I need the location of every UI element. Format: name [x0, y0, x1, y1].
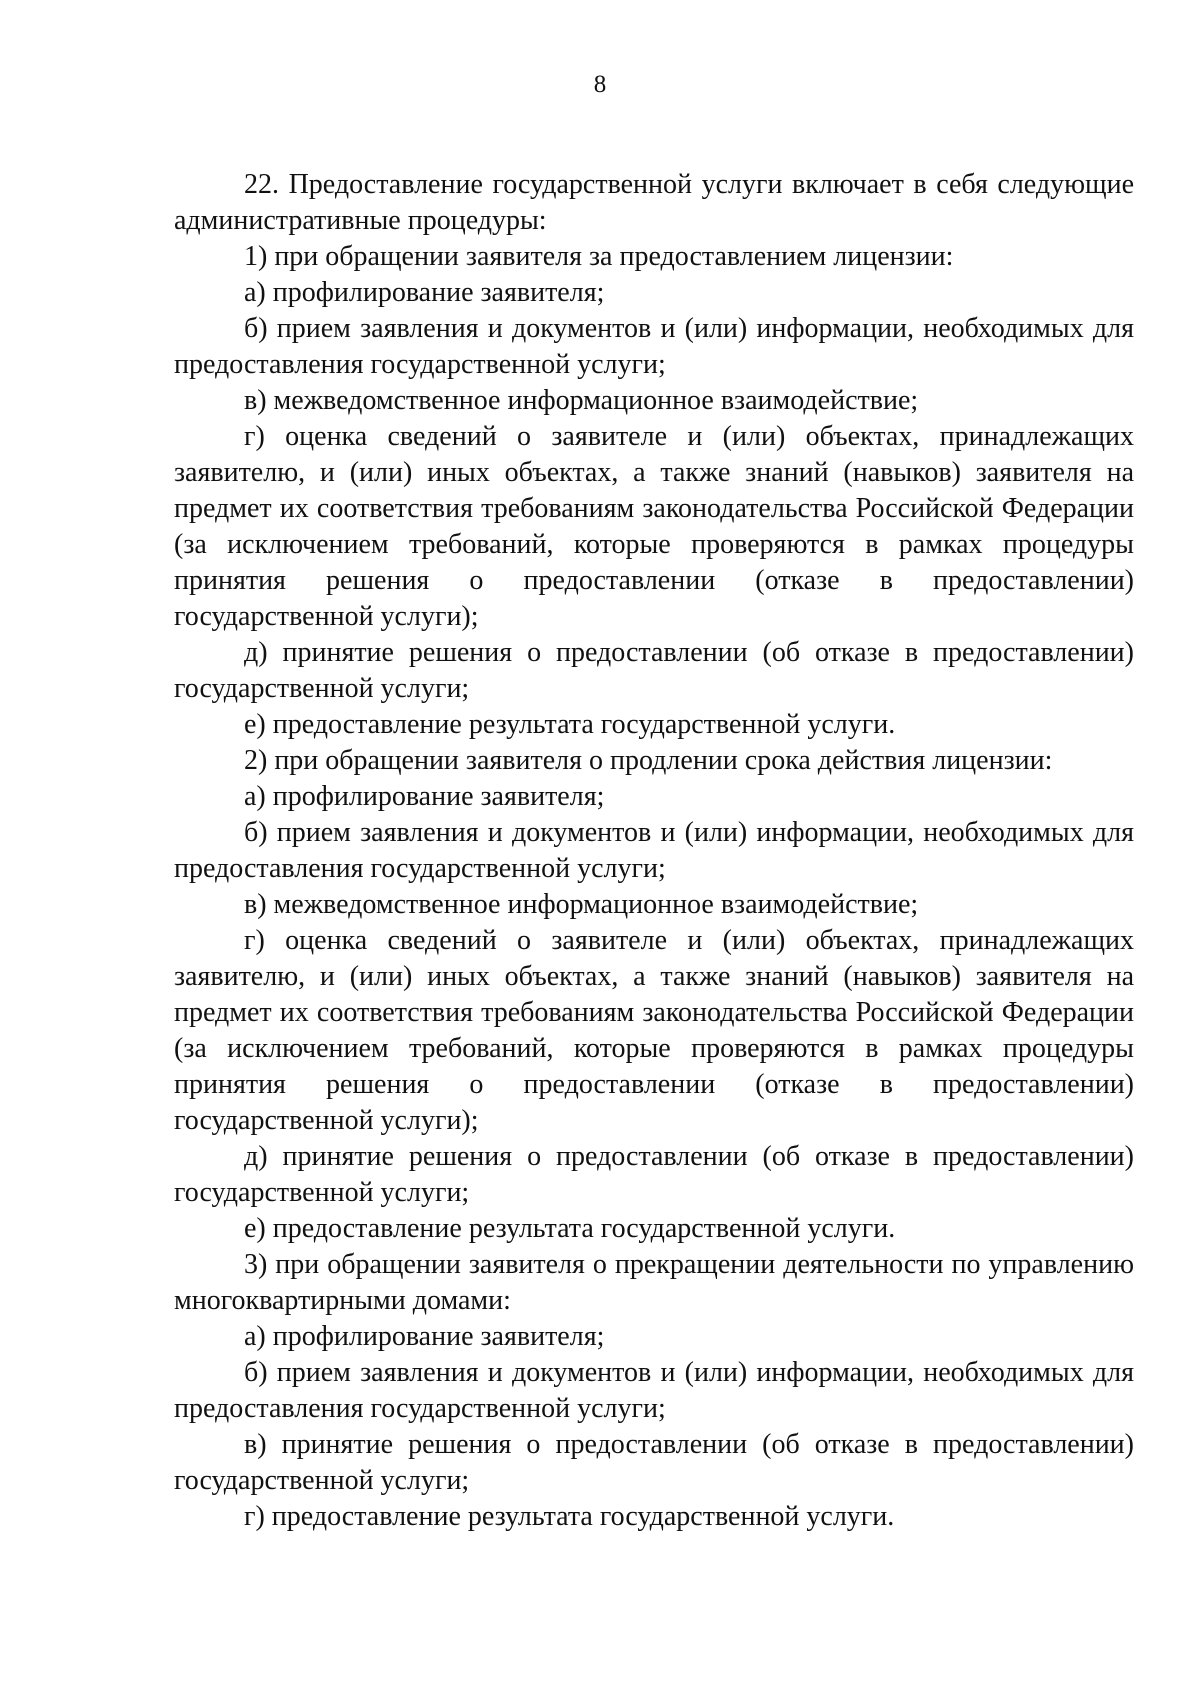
paragraph: е) предоставление результата государственной услуги. — [244, 1213, 896, 1244]
paragraph: 2) при обращении заявителя о продлении срока действия лицензии: — [244, 745, 1053, 776]
paragraph: в) принятие решения о предоставлении (об отказе в предоставлении) государственной услуги; — [174, 1429, 1134, 1496]
paragraph: 22. Предоставление государственной услуги включает в себя следующие административные процедуры: — [174, 169, 1134, 236]
paragraph: б) прием заявления и документов и (или) информации, необходимых для предоставления государственной услуги; — [174, 817, 1134, 884]
paragraph: в) межведомственное информационное взаимодействие; — [244, 385, 919, 416]
paragraph: 1) при обращении заявителя за предоставлением лицензии: — [244, 241, 954, 272]
paragraph: а) профилирование заявителя; — [244, 1321, 605, 1352]
paragraph: д) принятие решения о предоставлении (об отказе в предоставлении) государственной услуги; — [174, 1141, 1134, 1208]
paragraph: г) предоставление результата государственной услуги. — [244, 1501, 895, 1532]
paragraph: д) принятие решения о предоставлении (об отказе в предоставлении) государственной услуги; — [174, 637, 1134, 704]
paragraph: б) прием заявления и документов и (или) информации, необходимых для предоставления государственной услуги; — [174, 1357, 1134, 1424]
paragraph: б) прием заявления и документов и (или) информации, необходимых для предоставления государственной услуги; — [174, 313, 1134, 380]
paragraph: 3) при обращении заявителя о прекращении деятельности по управлению многоквартирными домами: — [174, 1249, 1134, 1316]
document-body — [174, 167, 1134, 1535]
paragraph: в) межведомственное информационное взаимодействие; — [244, 889, 919, 920]
page-number: 8 — [593, 71, 607, 98]
paragraph: а) профилирование заявителя; — [244, 277, 605, 308]
paragraph: а) профилирование заявителя; — [244, 781, 605, 812]
paragraph: г) оценка сведений о заявителе и (или) объектах, принадлежащих заявителю, и (или) иных объектах, а также знаний (навыков) заявителя на предмет их соответствия требованиям законодательства Российской Федерации (за исключением требований, которые проверяются в рамках процедуры принятия решения о предоставлении (отказе в предоставлении) государственной услуги); — [174, 421, 1134, 632]
paragraph: г) оценка сведений о заявителе и (или) объектах, принадлежащих заявителю, и (или) иных объектах, а также знаний (навыков) заявителя на предмет их соответствия требованиям законодательства Российской Федерации (за исключением требований, которые проверяются в рамках процедуры принятия решения о предоставлении (отказе в предоставлении) государственной услуги); — [174, 925, 1134, 1136]
paragraph: е) предоставление результата государственной услуги. — [244, 709, 896, 740]
